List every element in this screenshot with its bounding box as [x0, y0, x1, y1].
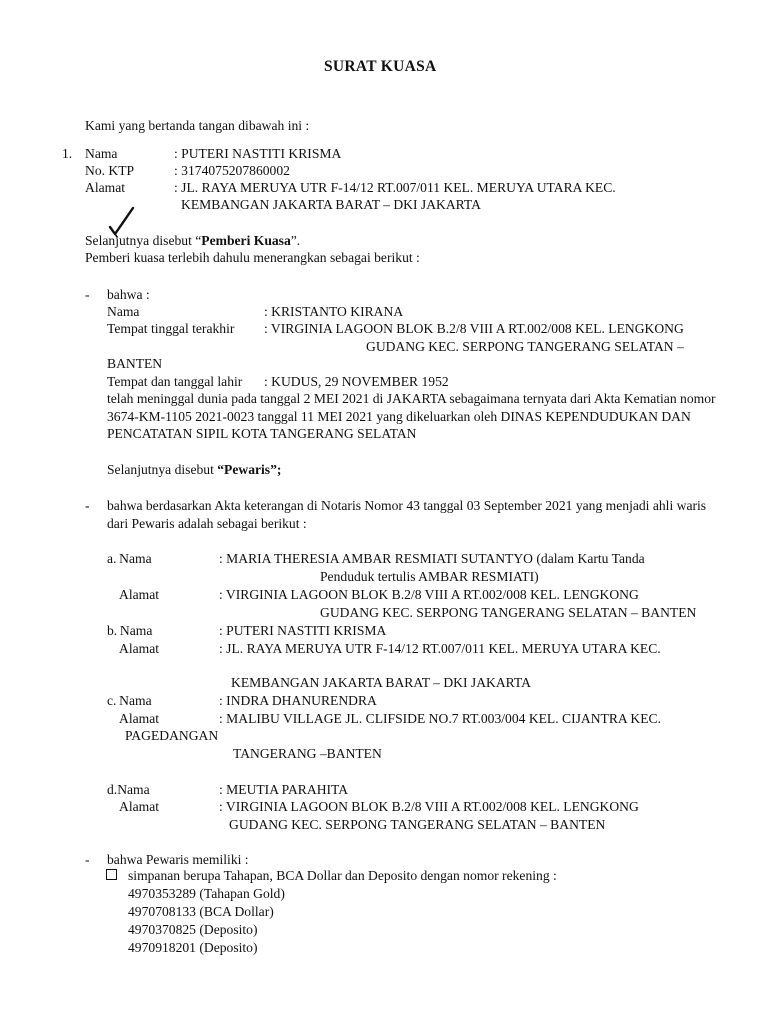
decedent-designation-term: “Pewaris”; — [217, 462, 282, 477]
grantor-ktp-label: No. KTP — [85, 163, 135, 178]
statement-intro: Pemberi kuasa terlebih dahulu menerangkan sebagai berikut : — [85, 250, 420, 265]
grantor-name-value: : PUTERI NASTITI KRISMA — [174, 146, 342, 161]
heir-d-address-label: Alamat — [119, 799, 160, 814]
decedent-death-line3: PENCATATAN SIPIL KOTA TANGERANG SELATAN — [107, 426, 417, 441]
heir-a-address-line1: : VIRGINIA LAGOON BLOK B.2/8 VIII A RT.002/008 KEL. LENGKONG — [219, 587, 639, 602]
heir-d-address-line2: GUDANG KEC. SERPONG TANGERANG SELATAN – BANTEN — [229, 817, 606, 832]
decedent-designation — [107, 461, 281, 479]
heir-c-address-line3: TANGERANG –BANTEN — [233, 746, 382, 761]
decedent-death-line2: 3674-KM-1105 2021-0023 tanggal 11 MEI 2021 yang dikeluarkan oleh DINAS KEPENDUDUKAN DAN — [107, 409, 691, 424]
account-item: 4970708133 (BCA Dollar) — [128, 904, 274, 919]
decedent-residence-line1: : VIRGINIA LAGOON BLOK B.2/8 VIII A RT.002/008 KEL. LENGKONG — [264, 321, 684, 336]
heir-c-address-line1: : MALIBU VILLAGE JL. CLIFSIDE NO.7 RT.003/004 KEL. CIJANTRA KEC. — [219, 711, 661, 726]
heir-b-name-label: b. Nama — [107, 623, 153, 638]
heir-a-name-line1: : MARIA THERESIA AMBAR RESMIATI SUTANTYO (dalam Kartu Tanda — [219, 551, 645, 566]
heir-c-address-label: Alamat — [119, 711, 160, 726]
assets-checkbox-item: simpanan berupa Tahapan, BCA Dollar dan Deposito dengan nomor rekening : — [128, 868, 557, 883]
decedent-residence-line3: BANTEN — [107, 356, 163, 371]
heir-d-address-line1: : VIRGINIA LAGOON BLOK B.2/8 VIII A RT.002/008 KEL. LENGKONG — [219, 799, 639, 814]
document-title: SURAT KUASA — [324, 58, 437, 75]
decedent-death-line1: telah meninggal dunia pada tanggal 2 MEI 2021 di JAKARTA sebagaimana ternyata dari Akta Kematian nomor — [107, 391, 716, 406]
decedent-name-label: Nama — [107, 304, 140, 319]
designation-prefix: Selanjutnya disebut “ — [85, 233, 202, 248]
intro-text: Kami yang bertanda tangan dibawah ini : — [85, 118, 310, 133]
decedent-designation-prefix: Selanjutnya disebut — [107, 462, 218, 477]
grantor-number: 1. — [62, 146, 73, 161]
grantor-ktp-value: : 3174075207860002 — [174, 163, 290, 178]
heir-c-address-line2: PAGEDANGAN — [125, 728, 219, 743]
assets-heading: bahwa Pewaris memiliki : — [107, 852, 249, 867]
decedent-residence-label: Tempat tinggal terakhir — [107, 321, 235, 336]
grantor-name-label: Nama — [85, 146, 118, 161]
heir-c-name-value: : INDRA DHANURENDRA — [219, 693, 377, 708]
heirs-line2: dari Pewaris adalah sebagai berikut : — [107, 516, 307, 531]
heir-d-name-value: : MEUTIA PARAHITA — [219, 782, 349, 797]
heir-c-name-label: c. Nama — [107, 693, 152, 708]
account-item: 4970370825 (Deposito) — [128, 922, 258, 937]
checkbox-icon — [106, 869, 117, 880]
heir-d-name-label: d.Nama — [107, 782, 150, 797]
grantor-address-line1: : JL. RAYA MERUYA UTR F-14/12 RT.007/011 KEL. MERUYA UTARA KEC. — [174, 180, 616, 195]
heir-a-name-label: a. Nama — [107, 551, 152, 566]
heirs-line1: bahwa berdasarkan Akta keterangan di Notaris Nomor 43 tanggal 03 September 2021 yang menjadi ahli waris — [107, 498, 707, 513]
designation-suffix: ”. — [290, 233, 301, 248]
grantor-address-label: Alamat — [85, 180, 126, 195]
heirs-bullet: - — [85, 498, 90, 513]
assets-bullet: - — [85, 852, 90, 867]
decedent-birth-value: : KUDUS, 29 NOVEMBER 1952 — [264, 374, 449, 389]
decedent-name-value: : KRISTANTO KIRANA — [264, 304, 404, 319]
heir-b-name-value: : PUTERI NASTITI KRISMA — [219, 623, 387, 638]
decedent-bullet: - — [85, 287, 90, 302]
heir-a-address-label: Alamat — [119, 587, 160, 602]
decedent-heading: bahwa : — [107, 287, 150, 302]
account-item: 4970918201 (Deposito) — [128, 940, 258, 955]
decedent-birth-label: Tempat dan tanggal lahir — [107, 374, 243, 389]
grantor-address-line2: KEMBANGAN JAKARTA BARAT – DKI JAKARTA — [181, 197, 481, 212]
heir-b-address-label: Alamat — [119, 641, 160, 656]
grantor-designation — [85, 232, 300, 250]
account-item: 4970353289 (Tahapan Gold) — [128, 886, 285, 901]
decedent-residence-line2: GUDANG KEC. SERPONG TANGERANG SELATAN – — [366, 339, 684, 354]
heir-a-address-line2: GUDANG KEC. SERPONG TANGERANG SELATAN – BANTEN — [320, 605, 697, 620]
heir-b-address-line1: : JL. RAYA MERUYA UTR F-14/12 RT.007/011 KEL. MERUYA UTARA KEC. — [219, 641, 661, 656]
heir-b-address-line2: KEMBANGAN JAKARTA BARAT – DKI JAKARTA — [231, 675, 531, 690]
heir-a-name-line2: Penduduk tertulis AMBAR RESMIATI) — [320, 569, 539, 584]
designation-term: Pemberi Kuasa — [201, 233, 291, 248]
